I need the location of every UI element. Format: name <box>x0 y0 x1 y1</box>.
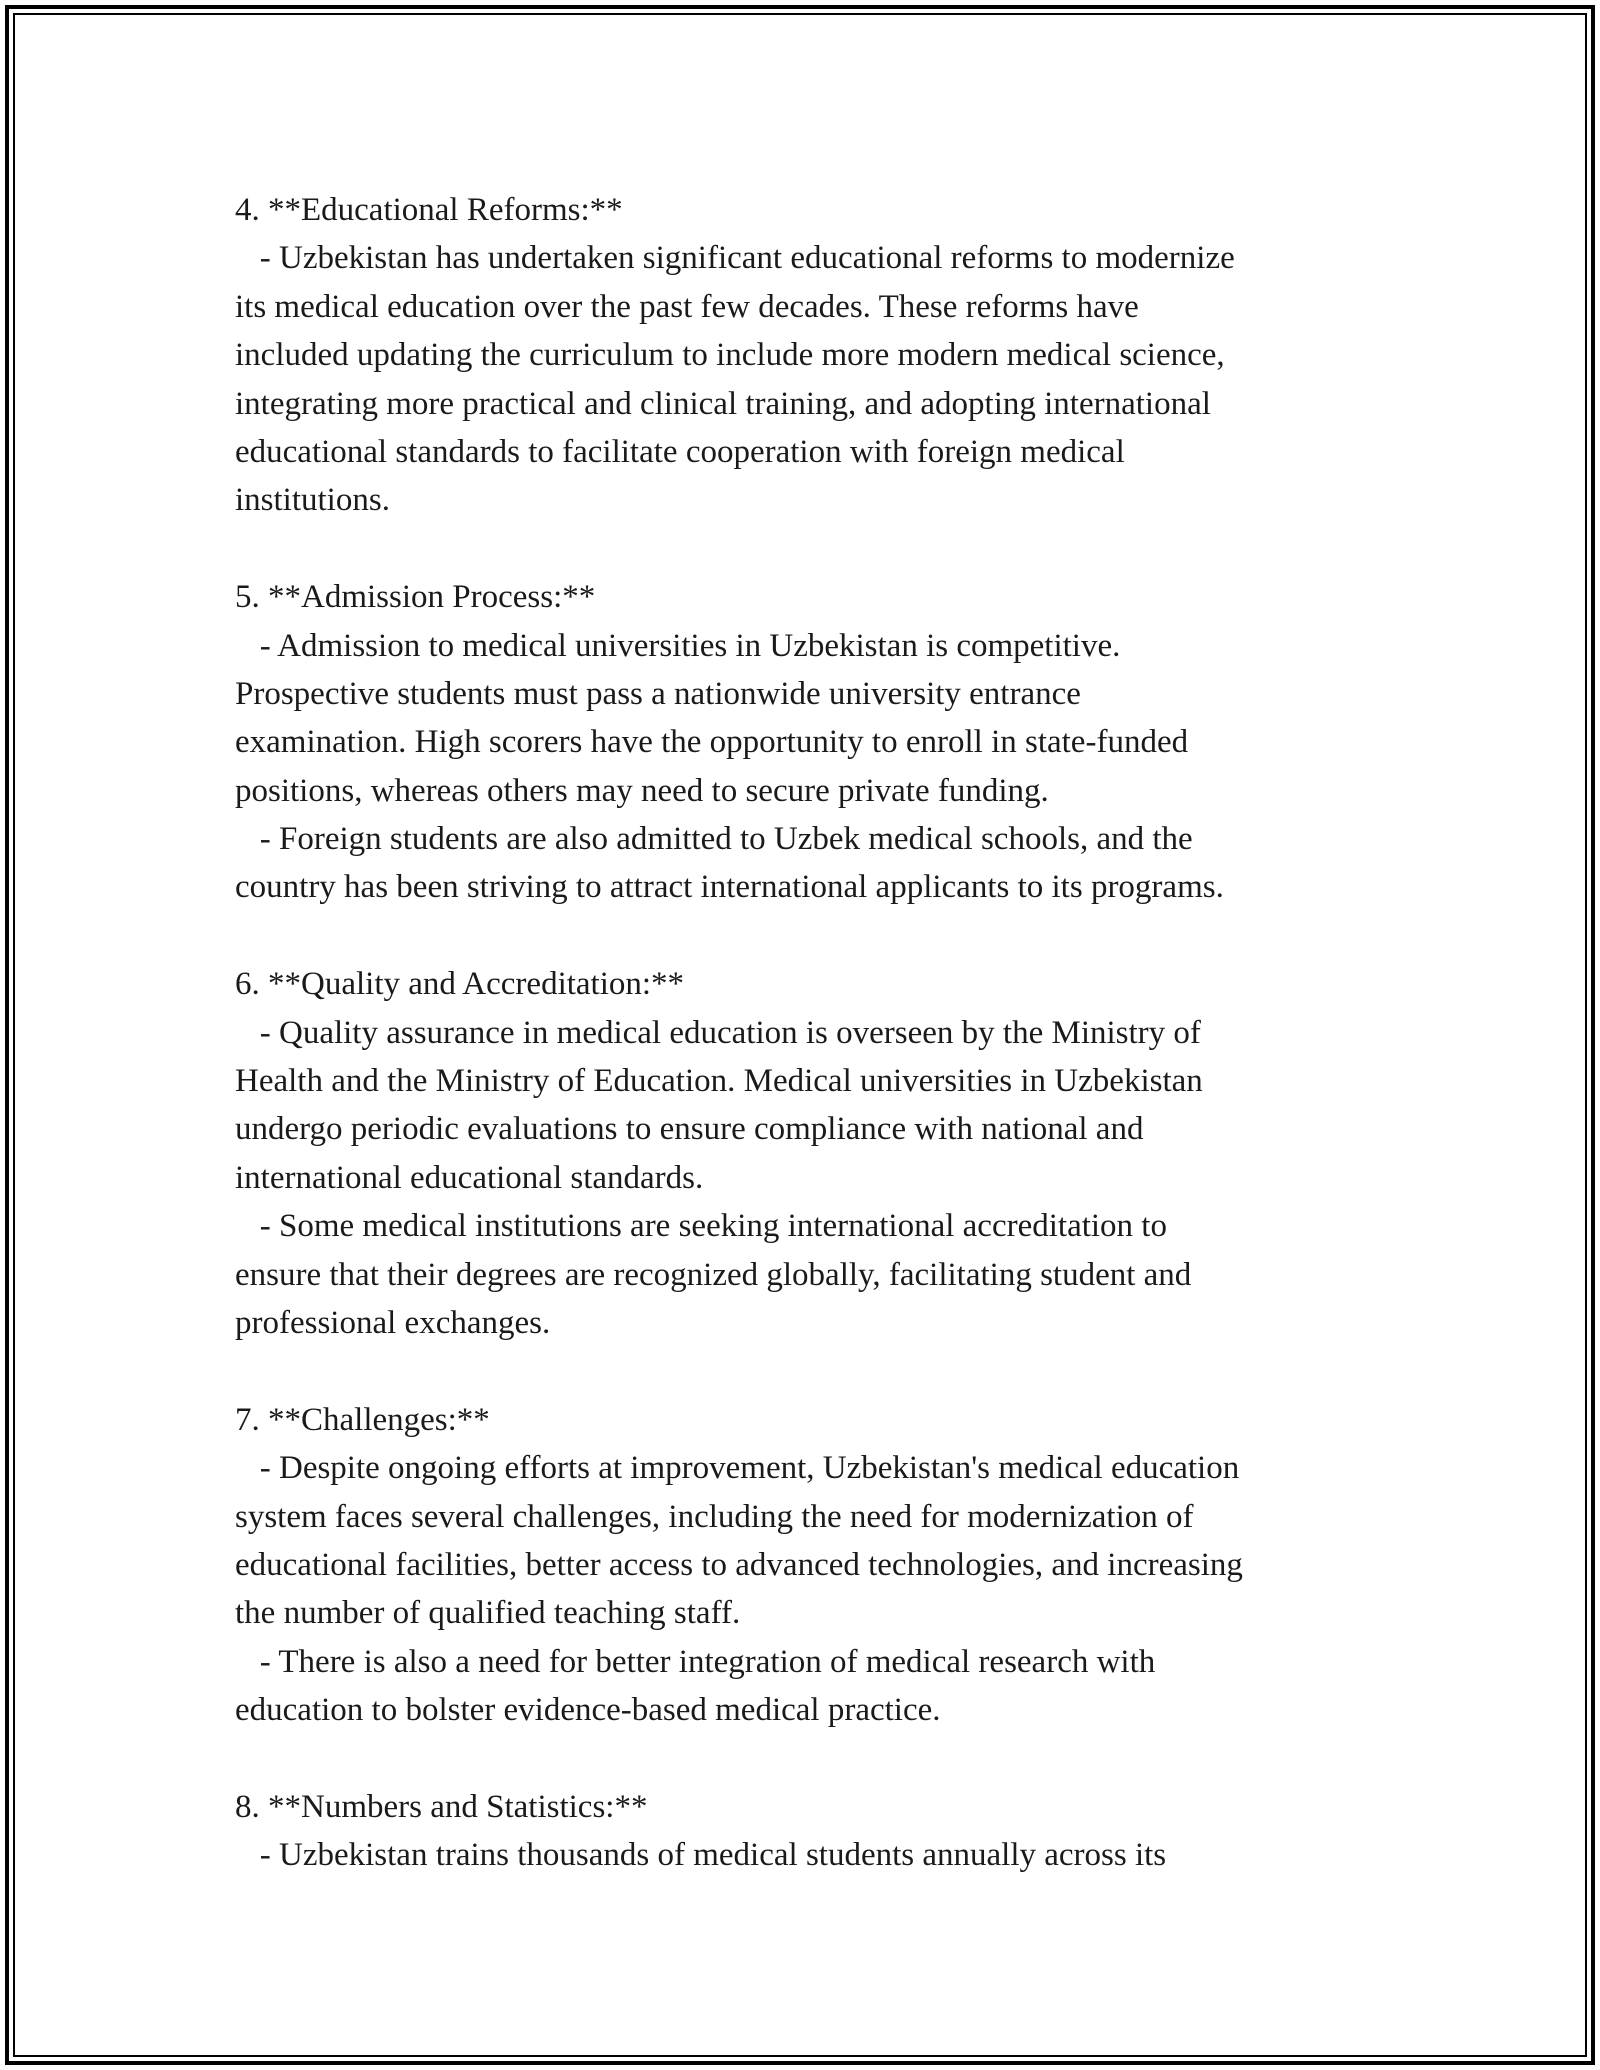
text-line: - Admission to medical universities in Uzbekistan is competitive. <box>235 627 1121 664</box>
text-line: ensure that their degrees are recognized globally, facilitating student and <box>235 1256 1192 1293</box>
blank-line <box>235 912 1365 960</box>
document-body <box>235 186 1365 1880</box>
text-line: 5. **Admission Process:** <box>235 579 596 616</box>
text-line: Prospective students must pass a nationwide university entrance <box>235 675 1081 712</box>
blank-line <box>235 1735 1365 1783</box>
text-line: undergo periodic evaluations to ensure compliance with national and <box>235 1111 1144 1148</box>
text-line: institutions. <box>235 482 390 519</box>
text-line: Health and the Ministry of Education. Medical universities in Uzbekistan <box>235 1063 1203 1100</box>
blank-line <box>235 525 1365 573</box>
text-line: 6. **Quality and Accreditation:** <box>235 966 685 1003</box>
text-line: - Foreign students are also admitted to Uzbek medical schools, and the <box>235 821 1193 858</box>
text-line: included updating the curriculum to include more modern medical science, <box>235 337 1225 374</box>
text-line: integrating more practical and clinical training, and adopting international <box>235 385 1211 422</box>
text-line: education to bolster evidence-based medical practice. <box>235 1692 941 1729</box>
text-line: - Quality assurance in medical education is overseen by the Ministry of <box>235 1014 1201 1051</box>
text-line: professional exchanges. <box>235 1304 551 1341</box>
text-line: - Some medical institutions are seeking international accreditation to <box>235 1208 1167 1245</box>
text-line: system faces several challenges, including the need for modernization of <box>235 1498 1194 1535</box>
text-line: - Uzbekistan has undertaken significant educational reforms to modernize <box>235 240 1235 277</box>
text-line: educational facilities, better access to advanced technologies, and increasing <box>235 1546 1243 1583</box>
text-line: - Despite ongoing efforts at improvement, Uzbekistan's medical education <box>235 1450 1240 1487</box>
text-line: 8. **Numbers and Statistics:** <box>235 1788 648 1825</box>
text-line: country has been striving to attract international applicants to its programs. <box>235 869 1224 906</box>
text-line: the number of qualified teaching staff. <box>235 1595 741 1632</box>
text-line: - There is also a need for better integration of medical research with <box>235 1643 1156 1680</box>
text-line: - Uzbekistan trains thousands of medical students annually across its <box>235 1837 1167 1874</box>
text-line: educational standards to facilitate cooperation with foreign medical <box>235 433 1125 470</box>
text-line: positions, whereas others may need to secure private funding. <box>235 772 1049 809</box>
text-line: international educational standards. <box>235 1159 704 1196</box>
text-line: examination. High scorers have the opportunity to enroll in state-funded <box>235 724 1189 761</box>
text-line: its medical education over the past few decades. These reforms have <box>235 288 1139 325</box>
text-line: 7. **Challenges:** <box>235 1401 490 1438</box>
text-line: 4. **Educational Reforms:** <box>235 192 623 228</box>
blank-line <box>235 1347 1365 1395</box>
